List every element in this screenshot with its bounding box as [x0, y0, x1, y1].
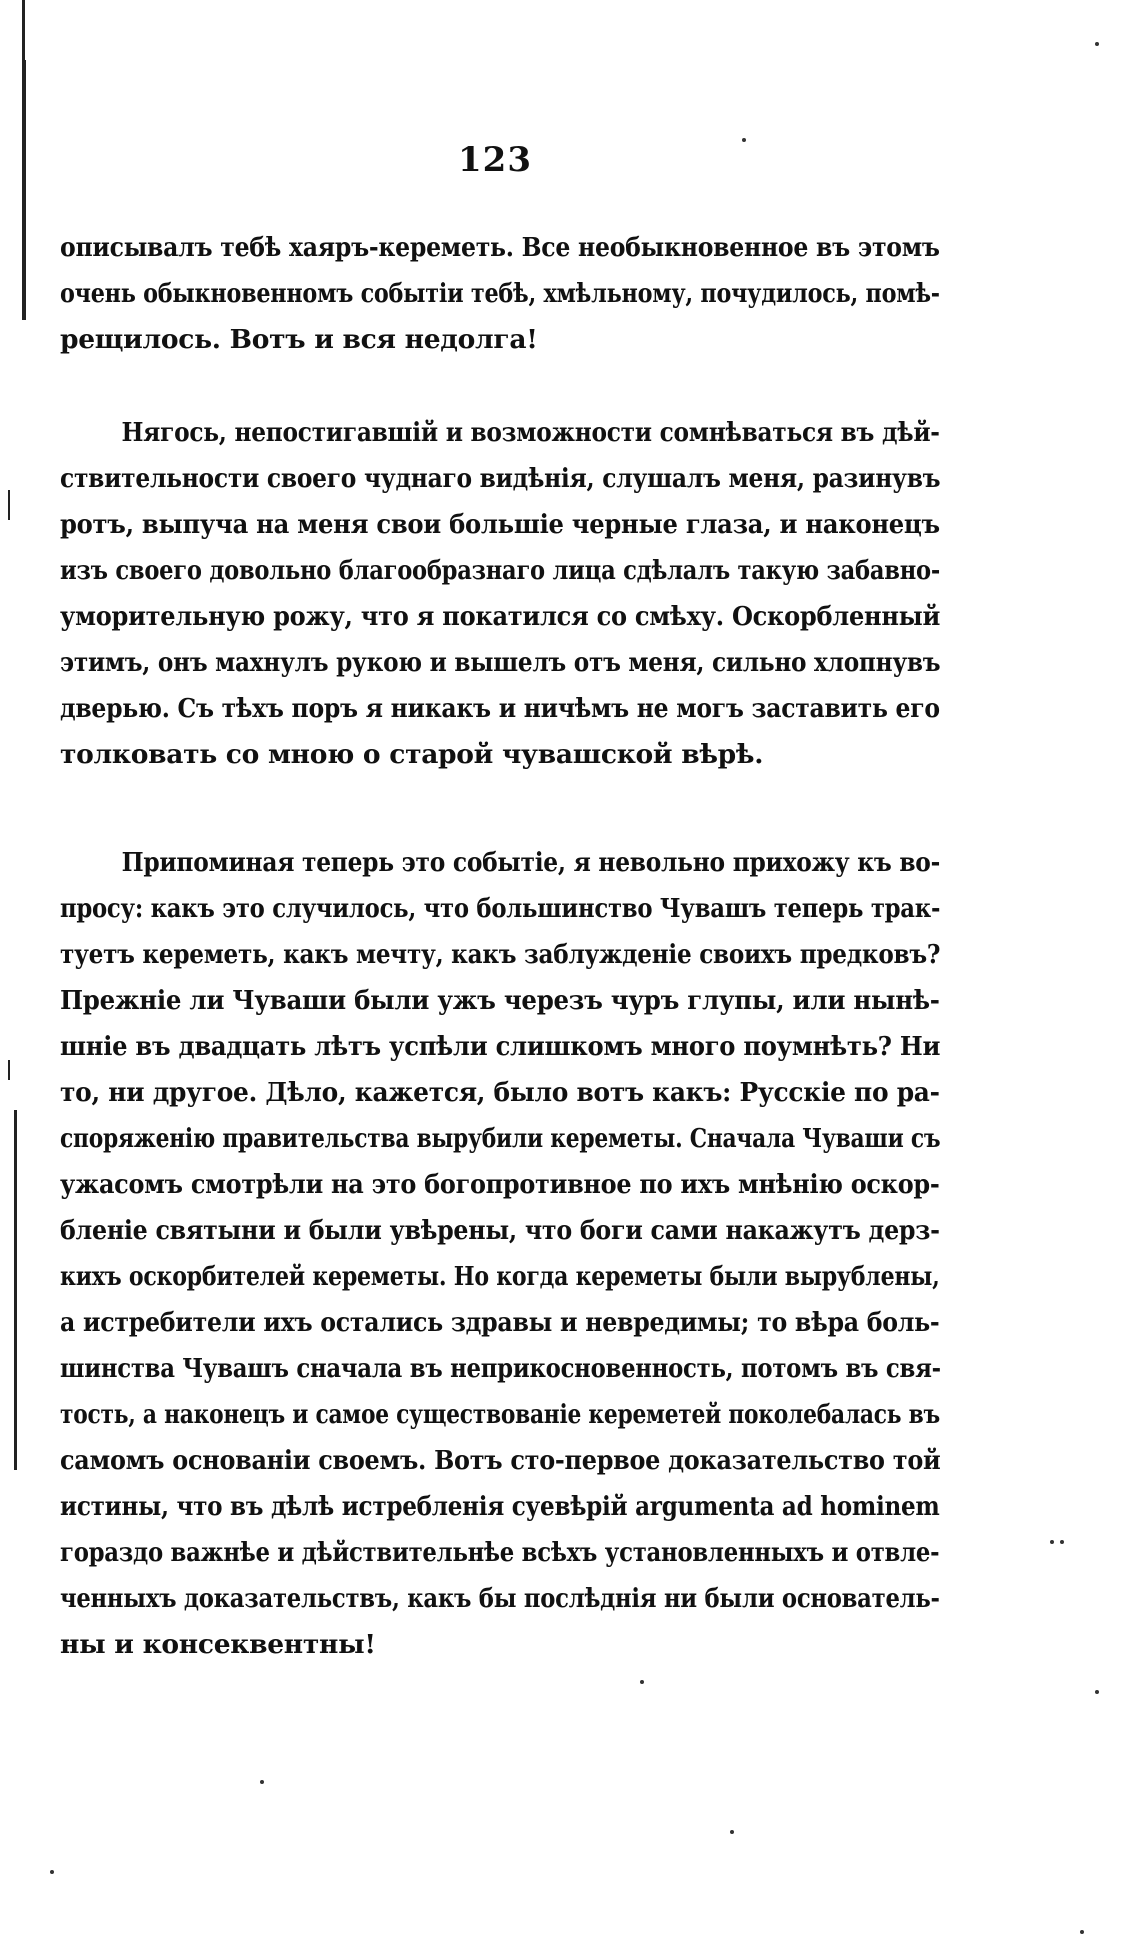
text-line: просу: какъ это случилось, что большинство Чувашъ теперь трак- [60, 893, 941, 924]
text-line: кихъ оскорбителей кереметы. Но когда кереметы были вырублены, [60, 1261, 940, 1292]
text-line: бленіе святыни и были увѣрены, что боги сами накажутъ дерз- [60, 1215, 940, 1246]
margin-line-mid [22, 60, 26, 320]
margin-tick-1 [8, 490, 10, 520]
text-line: Припоминая теперь это событіе, я невольно прихожу къ во- [121, 847, 941, 878]
speck-4 [1095, 1690, 1099, 1694]
paragraph-2 [60, 410, 940, 778]
speck-5 [1060, 1540, 1064, 1544]
text-line: дверью. Съ тѣхъ поръ я никакъ и ничѣмъ не могъ заставить его [60, 693, 940, 724]
speck-10 [1080, 1930, 1084, 1934]
text-line: то, ни другое. Дѣло, кажется, было вотъ какъ: Русскіе по ра- [60, 1077, 940, 1108]
text-line: ужасомъ смотрѣли на это богопротивное по ихъ мнѣнію оскор- [60, 1169, 940, 1200]
text-line: ротъ, выпуча на меня свои большіе черные глаза, и наконецъ [60, 509, 940, 540]
speck-3 [1050, 1540, 1054, 1544]
text-line: споряженію правительства вырубили кереметы. Сначала Чуваши съ [60, 1123, 941, 1154]
text-line: ченныхъ доказательствъ, какъ бы послѣднія ни были основатель- [60, 1583, 940, 1614]
speck-9 [50, 1870, 54, 1874]
text-line: этимъ, онъ махнулъ рукою и вышелъ отъ меня, сильно хлопнувъ [60, 647, 941, 678]
text-line: Прежніе ли Чуваши были ужъ черезъ чуръ глупы, или нынѣ- [60, 985, 940, 1016]
paragraph-1 [60, 225, 940, 363]
text-line: изъ своего довольно благообразнаго лица сдѣлалъ такую забавно- [60, 555, 940, 586]
text-line: тость, а наконецъ и самое существованіе кереметей поколебалась въ [60, 1399, 940, 1430]
text-line: шинства Чувашъ сначала въ неприкосновенность, потомъ въ свя- [60, 1353, 941, 1384]
text-line: ны и консеквентны! [60, 1629, 376, 1660]
paragraph-3 [60, 840, 940, 1668]
text-line: очень обыкновенномъ событіи тебѣ, хмѣльному, почудилось, помѣ- [60, 278, 940, 309]
speck-2 [1095, 42, 1099, 46]
text-line: рещилось. Вотъ и вся недолга! [60, 324, 538, 355]
speck-6 [640, 1680, 644, 1684]
text-line: ствительности своего чуднаго видѣнія, слушалъ меня, разинувъ [60, 463, 941, 494]
text-line: Нягось, непостигавшій и возможности сомнѣваться въ дѣй- [121, 417, 940, 448]
speck-7 [730, 1830, 734, 1834]
margin-tick-2 [8, 1060, 10, 1080]
text-line: а истребители ихъ остались здравы и невредимы; то вѣра боль- [60, 1307, 940, 1338]
margin-line-bottom [14, 1110, 17, 1470]
text-line: гораздо важнѣе и дѣйствительнѣе всѣхъ установленныхъ и отвле- [60, 1537, 940, 1568]
speck-8 [260, 1780, 264, 1784]
text-line: самомъ основаніи своемъ. Вотъ сто-первое доказательство той [60, 1445, 941, 1476]
text-line: толковать со мною о старой чувашской вѣрѣ. [60, 739, 764, 770]
text-line: описывалъ тебѣ хаяръ-кереметь. Все необыкновенное въ этомъ [60, 232, 940, 263]
margin-line-top [22, 0, 25, 60]
text-line: уморительную рожу, что я покатился со смѣху. Оскорбленный [60, 601, 941, 632]
text-line: туетъ кереметь, какъ мечту, какъ заблужденіе своихъ предковъ? [60, 939, 941, 970]
text-line: шніе въ двадцать лѣтъ успѣли слишкомъ много поумнѣть? Ни [60, 1031, 941, 1062]
text-line: истины, что въ дѣлѣ истребленія суевѣрій argumenta ad hominem [60, 1491, 940, 1522]
page-number: 123 [458, 140, 532, 180]
